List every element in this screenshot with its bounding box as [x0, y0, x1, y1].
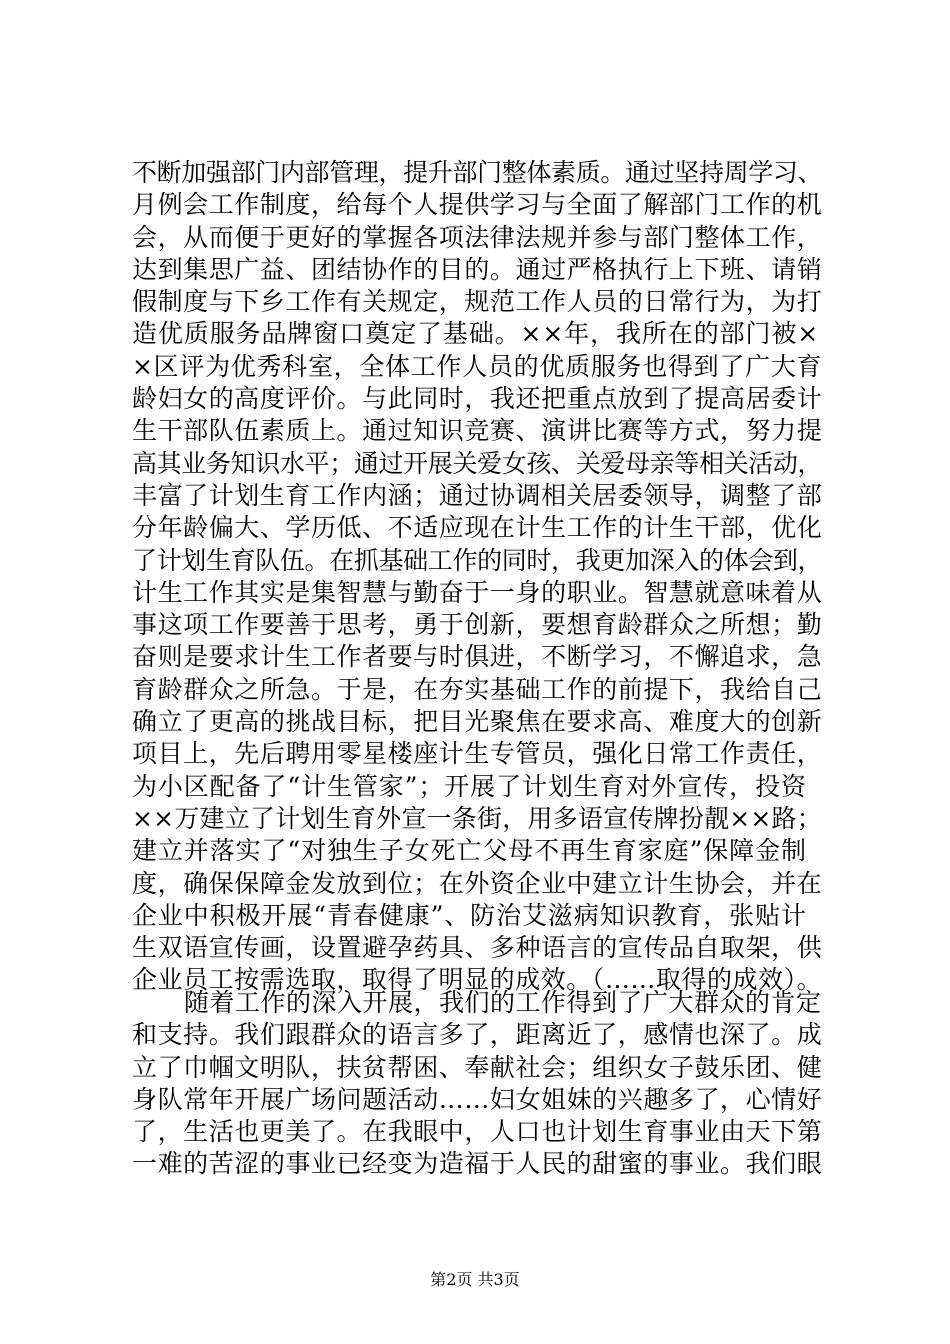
text-line: ×区评为优秀科室，全体工作人员的优质服务也得到了广大育: [132, 351, 823, 381]
paragraph-1: [132, 157, 822, 997]
text-line: 立了巾帼文明队，扶贫帮困、奉献社会；组织女子鼓乐团、健: [132, 1052, 823, 1082]
text-line: 一难的苦涩的事业已经变为造福于人民的甜蜜的事业。我们眼: [132, 1149, 823, 1179]
text-line: 假制度与下乡工作有关规定，规范工作人员的日常行为，为打: [132, 287, 823, 317]
text-line: ××万建立了计划生育外宣一条街，用多语宣传牌扮靓××路；: [132, 803, 822, 833]
text-line: 生双语宣传画，设置避孕药具、多种语言的宣传品自取架，供: [132, 933, 823, 963]
text-line: 和支持。我们跟群众的语言多了，距离近了，感情也深了。成: [132, 1020, 823, 1050]
text-line: 随着工作的深入开展，我们的工作得到了广大群众的肯定: [184, 988, 822, 1017]
text-line: 生干部队伍素质上。通过知识竞赛、演讲比赛等方式，努力提: [132, 416, 823, 446]
text-line: 事这项工作要善于思考，勇于创新，要想育龄群众之所想；勤: [132, 610, 823, 640]
text-line: 不断加强部门内部管理，提升部门整体素质。通过坚持周学习、: [132, 158, 823, 187]
paragraph-2: [132, 987, 822, 1181]
text-line: 会，从而便于更好的掌握各项法律法规并参与部门整体工作，: [132, 222, 823, 252]
text-line: 身队常年开展广场问题活动……妇女姐妹的兴趣多了，心情好: [132, 1084, 823, 1114]
text-line: 为小区配备了“计生管家”；开展了计划生育对外宣传，投资: [132, 771, 807, 801]
text-line: 奋则是要求计生工作者要与时俱进，不断学习，不懈追求，急: [132, 642, 823, 672]
text-line: 计生工作其实是集智慧与勤奋于一身的职业。智慧就意味着从: [132, 577, 823, 607]
text-line: 了，生活也更美了。在我眼中，人口也计划生育事业由天下第: [132, 1117, 823, 1147]
text-line: 丰富了计划生育工作内涵；通过协调相关居委领导，调整了部: [132, 480, 823, 510]
text-line: 确立了更高的挑战目标，把目光聚焦在要求高、难度大的创新: [132, 707, 823, 737]
page-footer: 第2页 共3页: [430, 1270, 520, 1289]
text-line: 育龄群众之所急。于是，在夯实基础工作的前提下，我给自己: [132, 674, 823, 704]
text-line: 项目上，先后聘用零星楼座计生专管员，强化日常工作责任，: [132, 739, 823, 769]
text-line: 造优质服务品牌窗口奠定了基础。××年，我所在的部门被×: [132, 319, 820, 349]
text-line: 企业中积极开展“青春健康”、防治艾滋病知识教育，张贴计: [132, 900, 807, 930]
text-line: 分年龄偏大、学历低、不适应现在计生工作的计生干部，优化: [132, 513, 823, 543]
text-line: 月例会工作制度，给每个人提供学习与全面了解部门工作的机: [132, 190, 823, 220]
text-line: 达到集思广益、团结协作的目的。通过严格执行上下班、请销: [132, 254, 823, 284]
text-line: 度，确保保障金发放到位；在外资企业中建立计生协会，并在: [132, 868, 823, 898]
text-line: 企业员工按需选取，取得了明显的成效。（……取得的成效）。: [132, 965, 823, 995]
text-line: 建立并落实了“对独生子女死亡父母不再生育家庭”保障金制: [132, 836, 807, 866]
text-line: 了计划生育队伍。在抓基础工作的同时，我更加深入的体会到，: [132, 545, 823, 575]
text-line: 高其业务知识水平；通过开展关爱女孩、关爱母亲等相关活动，: [132, 448, 823, 478]
text-line: 龄妇女的高度评价。与此同时，我还把重点放到了提高居委计: [132, 384, 823, 414]
